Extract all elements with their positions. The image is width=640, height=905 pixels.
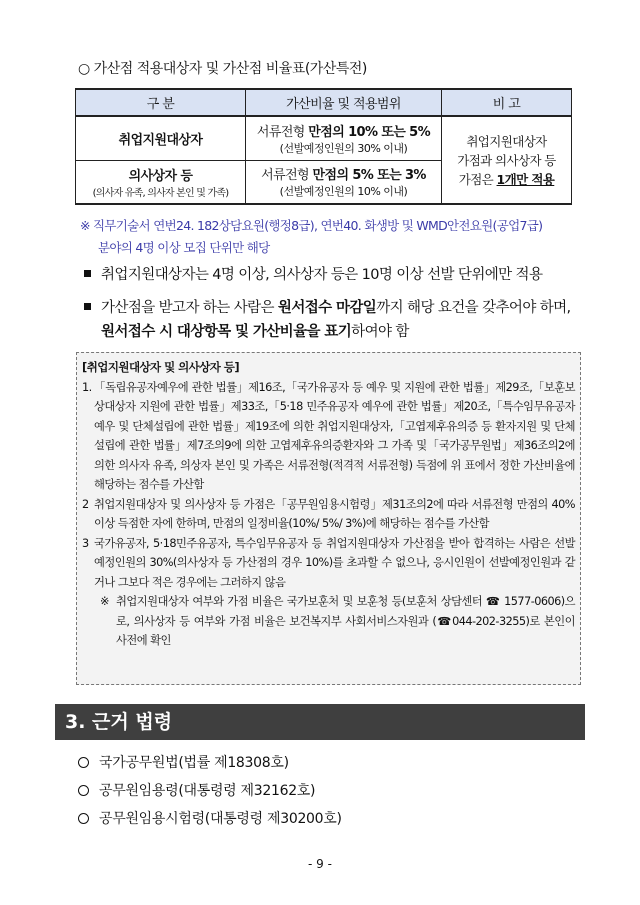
eligibility-info-box [76,352,581,685]
category-cell [76,160,246,204]
range-cell [246,160,442,204]
list-item: 2 취업지원대상자 및 의사상자 등 가점은「공무원임용시험령」제31조의2에 따라 서류전형 만점의 40% 이상 득점한 자에 한하며, 만점의 일정비율(10%/ 5%/ 3%)에 해당하는 점수를 가산함 [82,497,575,530]
circle-bullet-icon [78,757,89,768]
note-cell: 취업지원대상자 가점과 의사상자 등 가점은 1개만 적용 [442,116,572,204]
law-item: 공무원임용시험령(대통령령 제30200호) [78,808,342,828]
circle-bullet-icon [78,813,89,824]
bonus-table [75,88,572,205]
bullet-item: 취업지원대상자는 4명 이상, 의사상자 등은 10명 이상 선발 단위에만 적용 [84,263,542,287]
box-note: ※ 취업지원대상자 여부와 가점 비율은 국가보훈처 및 보훈청 등(보훈처 상담센터 ☎ 1577-0606)으로, 의사상자 등 여부와 가점 비율은 보건복지부 사회서비스자원과 (☎044-202-3255)로 본인이 사전에 확인 [100,595,575,647]
range-cell [246,116,442,160]
box-title: [취업지원대상자 및 의사상자 등] [82,360,240,374]
table-header-range: 가산비율 및 적용범위 [246,89,442,116]
square-bullet-icon [84,303,91,310]
bullet-item: 가산점을 받고자 하는 사람은 원서접수 마감일까지 해당 요건을 갖추어야 하며, 원서접수 시 대상항목 및 가산비율을 표기하여야 함 [84,296,584,344]
table-footnote: ※ 직무기술서 연번24. 182상담요원(행정8급), 연번40. 화생방 및 WMD안전요원(공업7급) 분야의 4명 이상 모집 단위만 해당 [80,218,543,255]
page-number: - 9 - [308,857,332,871]
list-item: 3 국가유공자, 5·18민주유공자, 특수임무유공자 등 취업지원대상자 가산점을 받아 합격하는 사람은 선발예정인원의 30%(의사상자 등 가산점의 경우 10%)를 초과할 수 없으나, 응시인원이 선발예정인원과 같거나 그보다 적은 경우에는 그러하지 않음 [82,536,575,589]
square-bullet-icon [84,270,91,277]
range-subtext: (선발예정인원의 30% 이내) [279,141,408,155]
category-cell [76,116,246,160]
range-text: 서류전형 만점의 10% 또는 5% [256,124,431,140]
law-item: 공무원임용령(대통령령 제32162호) [78,780,315,800]
table-header-note: 비 고 [442,89,572,116]
section-heading: 3. 근거 법령 [55,704,585,740]
range-text: 서류전형 만점의 5% 또는 3% [261,168,426,184]
range-subtext: (선발예정인원의 10% 이내) [279,185,408,199]
bonus-table-heading: ○ 가산점 적용대상자 및 가산점 비율표(가산특전) [78,61,367,77]
category-sublabel: (의사자 유족, 의사자 본인 및 가족) [92,187,229,199]
category-label: 의사상자 등 [128,168,193,184]
circle-bullet-icon [78,785,89,796]
law-item: 국가공무원법(법률 제18308호) [78,752,289,772]
table-header-row [76,89,572,116]
table-row [76,116,572,160]
category-label: 취업지원대상자 [118,132,203,148]
table-header-category: 구 분 [76,89,246,116]
list-item: 1. 「독립유공자예우에 관한 법률」제16조,「국가유공자 등 예우 및 지원에 관한 법률」제29조,「보훈보상대상자 지원에 관한 법률」제33조,「5·18 민주유공자 예우에 관한 법률」제20조,「특수임무유공자 예우 및 단체설립에 관한 법률」제19조에 의한 취업지원대상자,「고엽제후유의증 등 환자지원 및 단체설립에 관한 법률」제7조의9에 의한 고엽제후유의증환자와 그 가족 및「국가공무원법」제36조의2에 의한 의사자 유족, 의상자 본인 및 가족은 서류전형(적격적 서류전형) 득점에 위 표에서 정한 가산비율에 해당하는 점수를 가산함 [82,380,575,491]
